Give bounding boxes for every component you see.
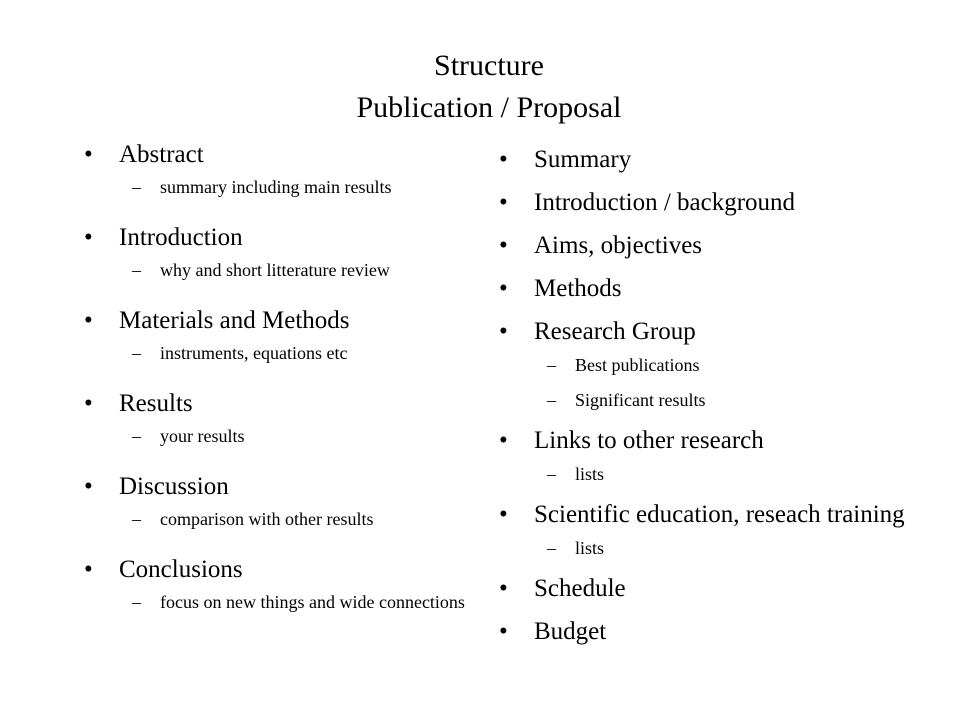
proposal-item-introduction [499,189,919,217]
dash-icon: – [132,592,141,612]
item-label: Introduction [119,224,243,251]
item-label: Discussion [119,473,229,500]
publication-item-introduction [84,224,484,252]
sub-item-label: comparison with other results [160,509,374,529]
item-label: Abstract [119,141,204,168]
publication-item-discussion [84,473,484,501]
sub-item-label: Best publications [575,355,700,375]
sub-item [499,536,919,560]
sub-item-label: lists [575,538,605,558]
proposal-item-aims [499,232,919,260]
bullet-icon: • [84,390,93,417]
item-label: Links to other research [534,427,764,454]
proposal-item-methods [499,275,919,303]
proposal-item-budget [499,618,919,646]
proposal-item-schedule [499,575,919,603]
item-label: Schedule [534,575,626,602]
dash-icon: – [547,538,556,558]
publication-item-abstract [84,141,484,169]
item-label: Methods [534,275,622,302]
publication-item-results [84,390,484,418]
sub-item [84,175,484,199]
dash-icon: – [132,509,141,529]
bullet-icon: • [499,427,508,454]
item-label: Materials and Methods [119,307,350,334]
item-label: Results [119,390,193,417]
bullet-icon: • [84,556,93,583]
bullet-icon: • [499,232,508,259]
bullet-icon: • [499,501,508,528]
dash-icon: – [547,464,556,484]
sub-item [84,507,484,531]
bullet-icon: • [499,275,508,302]
sub-item [499,388,919,412]
sub-item [84,341,484,365]
item-label: Scientific education, reseach training [534,501,905,528]
proposal-item-research-group [499,318,919,346]
sub-item [499,353,919,377]
title-line-2: Publication / Proposal [356,91,622,124]
bullet-icon: • [499,318,508,345]
proposal-item-education [499,501,919,529]
bullet-icon: • [499,575,508,602]
dash-icon: – [547,355,556,375]
sub-item-label: why and short litterature review [160,260,390,280]
sub-item-label: instruments, equations etc [160,343,348,363]
sub-item [499,462,919,486]
bullet-icon: • [84,473,93,500]
sub-item [84,424,484,448]
bullet-icon: • [84,141,93,168]
proposal-item-links [499,427,919,455]
sub-item-label: your results [160,426,245,446]
proposal-outline [499,146,919,646]
item-label: Research Group [534,318,696,345]
title-line-1: Structure [434,49,544,82]
proposal-item-summary [499,146,919,174]
dash-icon: – [132,426,141,446]
slide-title [0,45,960,129]
bullet-icon: • [499,146,508,173]
bullet-icon: • [499,618,508,645]
sub-item-label: Significant results [575,390,706,410]
bullet-icon: • [499,189,508,216]
sub-item-label: focus on new things and wide connections [160,592,465,612]
dash-icon: – [132,343,141,363]
bullet-icon: • [84,307,93,334]
sub-item-label: lists [575,464,605,484]
dash-icon: – [547,390,556,410]
publication-outline [84,141,484,614]
item-label: Budget [534,618,607,645]
bullet-icon: • [84,224,93,251]
item-label: Conclusions [119,556,243,583]
sub-item [84,258,484,282]
item-label: Introduction / background [534,189,796,216]
item-label: Aims, objectives [534,232,703,259]
publication-item-conclusions [84,556,484,584]
dash-icon: – [132,177,141,197]
sub-item-label: summary including main results [160,177,392,197]
sub-item [84,590,484,614]
dash-icon: – [132,260,141,280]
publication-item-materials-methods [84,307,484,335]
item-label: Summary [534,146,632,173]
